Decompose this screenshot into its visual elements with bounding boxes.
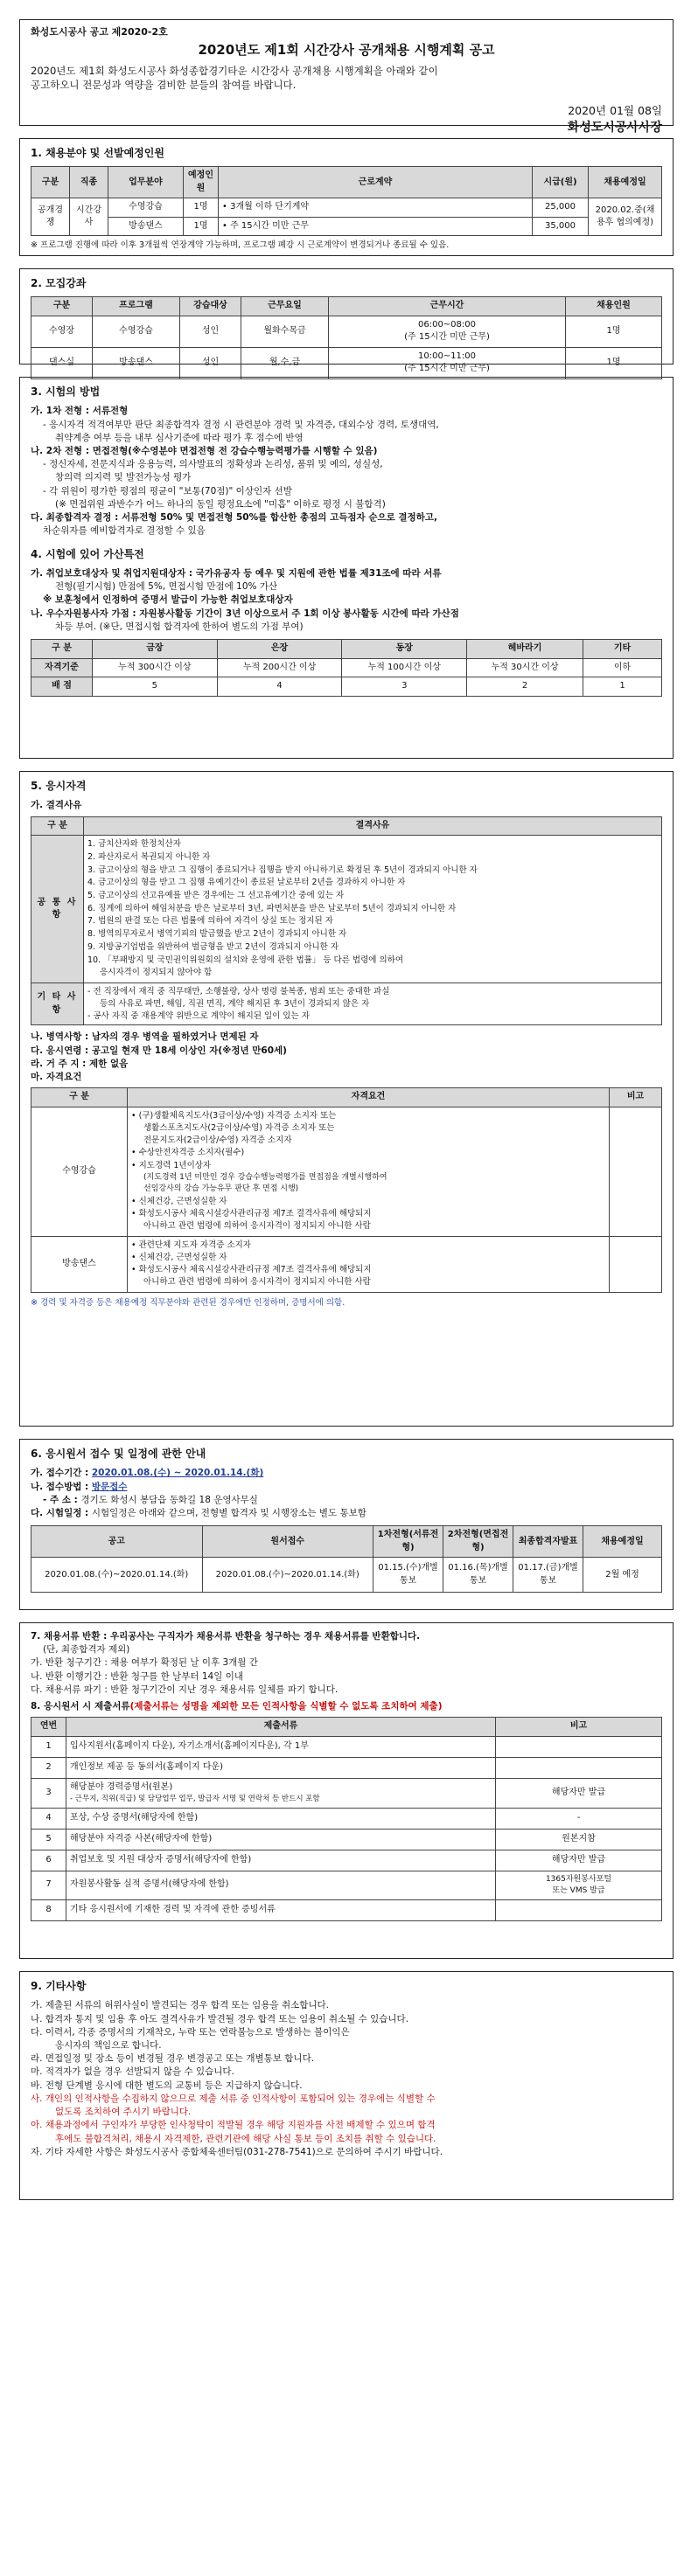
reason: 8. 병역의무자로서 병역기피의 발급했을 받고 2년이 경과되지 아니한 자 xyxy=(87,929,347,940)
exam-line: 차순위자를 예비합격자로 결정할 수 있음 xyxy=(43,525,206,537)
other-line: 아. 채용과정에서 구인자가 부당한 인사청탁이 적발될 경우 해당 지원자를 사전 배제할 수 있으며 합격 xyxy=(31,2120,436,2131)
th: 결격사유 xyxy=(84,816,662,836)
other-line: 마. 적격자가 없을 경우 선발되지 않을 수 있습니다. xyxy=(31,2066,234,2078)
note-cell xyxy=(610,1236,662,1292)
other-line: 자. 기타 자세한 사항은 화성도시공사 종합체육센터팀(031-278-7541)으로 문의하여 주시기 바랍니다. xyxy=(31,2146,443,2157)
req: • 화성도시공사 체육시설강사관리규정 제7조 결격사유에 해당되지 xyxy=(131,1209,372,1219)
th: 제출서류 xyxy=(66,1718,496,1737)
docs-title-note: (제출서류는 성명을 제외한 모든 인적사항을 식별할 수 없도록 조치하여 제출) xyxy=(129,1701,443,1712)
swim-reqs xyxy=(128,1107,610,1236)
th: 강습대상 xyxy=(180,297,241,316)
disqualification-table xyxy=(31,816,662,1026)
req: • 관련단체 지도자 자격증 소지자 xyxy=(131,1239,251,1250)
notice-org: 화성도시공사사장 xyxy=(567,121,662,135)
th: 근무시간 xyxy=(329,297,566,316)
section-courses xyxy=(19,268,674,374)
req: • 지도경력 1년이상자 xyxy=(131,1160,212,1170)
bonus-line: 가. 취업보호대상자 및 취업지원대상자 : 국가유공자 등 예우 및 지원에 관한 법률 제31조에 따라 서류 xyxy=(31,567,442,579)
cell-gubun: 공개경쟁 xyxy=(31,198,70,236)
other-line: 나. 합격자 통지 및 임용 후 아도 결격사유가 발견될 경우 합격 또는 임용이 취소될 수 있습니다. xyxy=(31,2013,409,2024)
bonus-line: 나. 우수자원봉사자 가점 : 자원봉사활동 기간이 3년 이상으로서 주 1회 이상 봉사활동 시간에 따라 가산점 xyxy=(31,608,459,619)
other-line: 응시자의 책임으로 합니다. xyxy=(55,2040,162,2052)
th: 공고 xyxy=(31,1526,203,1558)
app-line xyxy=(31,1481,662,1494)
cell-time xyxy=(329,347,566,378)
exam-line: - 정신자세, 전문지식과 응용능력, 의사발표의 정확성과 논리성, 품위 및 예의, 성실성, xyxy=(43,459,383,470)
reason: 2. 파산자로서 복권되지 아니한 자 xyxy=(87,851,211,862)
cell: 수영장 xyxy=(31,316,93,347)
cell xyxy=(496,1899,662,1920)
docs-title xyxy=(31,1700,662,1713)
etc-label: 기 타 사 항 xyxy=(31,983,84,1025)
section-title: 4. 시험에 있어 가산특전 xyxy=(31,547,144,560)
th: 원서접수 xyxy=(202,1526,373,1558)
reason: 7. 법원의 판결 또는 다른 법률에 의하여 자격이 상실 또는 정지된 자 xyxy=(87,916,333,927)
row-label: 배 점 xyxy=(31,677,93,697)
common-label: 공 통 사 항 xyxy=(31,836,84,983)
cell: 댄스실 xyxy=(31,347,93,378)
exam-line: 창의력 의지력 및 발전가능성 평가 xyxy=(55,472,192,483)
th: 근무요일 xyxy=(241,297,329,316)
section-documents xyxy=(19,1622,674,1959)
s5-note: ※ 경력 및 자격증 등은 채용예정 직무분야와 관련된 경우에만 인정하며, 증명서에 의함. xyxy=(31,1297,346,1308)
req: • 화성도시공사 체육시설강사관리규정 제7조 결격사유에 해당되지 xyxy=(131,1265,372,1275)
return-line: 가. 반환 청구기간 : 채용 여부가 확정된 날 이후 3개월 간 xyxy=(31,1657,258,1669)
cell: 해당분야 자격증 사본(해당자에 한함) xyxy=(66,1829,496,1850)
cell: 포상, 수상 증명서(해당자에 한함) xyxy=(66,1808,496,1829)
intro-line-2: 공고하오니 전문성과 역량을 겸비한 분들의 참여를 바랍니다. xyxy=(31,79,297,92)
elig-line: 다. 응시연령 : 공고일 현재 만 18세 이상인 자(※정년 만60세) xyxy=(31,1045,287,1056)
cell: 원본지참 xyxy=(496,1829,662,1850)
cell: 이하 xyxy=(583,658,662,677)
cell: 01.16.(목)개별통보 xyxy=(443,1558,513,1593)
cell: 4 xyxy=(31,1808,66,1829)
bonus-line: ※ 보훈청에서 인정하여 증명서 발급이 가능한 취업보호대상자 xyxy=(43,594,293,606)
elig-line: 나. 병역사항 : 남자의 경우 병역을 필하였거나 면제된 자 xyxy=(31,1031,259,1043)
cell: 누적 300시간 이상 xyxy=(93,658,218,677)
th-wage: 시급(원) xyxy=(533,167,589,198)
cell: - xyxy=(496,1808,662,1829)
elig-line: 마. 자격요건 xyxy=(31,1071,82,1082)
section-application xyxy=(19,1439,674,1610)
docs-title-text: 8. 응시원서 시 제출서류 xyxy=(31,1701,130,1712)
cell: 2020.01.08.(수)~2020.01.14.(화) xyxy=(31,1558,203,1593)
cell-jikjong: 시간강사 xyxy=(70,198,108,236)
cell: 3 xyxy=(31,1778,66,1808)
th: 2차전형(면접전형) xyxy=(443,1526,513,1558)
exam-line: 취약계층 여부 등을 내부 심사기준에 따라 평가 후 점수에 반영 xyxy=(55,432,304,443)
section-hiring-fields xyxy=(19,138,674,256)
return-line: 다. 채용서류 파기 : 반환 청구기간이 지난 경우 채용서류 일체를 파기 합니다. xyxy=(31,1684,339,1695)
time: 06:00~08:00 xyxy=(417,319,476,330)
label: 가. 접수기간 : xyxy=(31,1468,92,1479)
time-note: (주 15시간 미만 근무) xyxy=(404,332,490,343)
notice-date: 2020년 01월 08일 xyxy=(568,104,662,118)
other-line: 다. 이력서, 각종 증명서의 기재착오, 누락 또는 연락불능으로 발생하는 불이익은 xyxy=(31,2026,350,2038)
courses-table xyxy=(31,296,662,379)
bonus-line: 차등 부여. (※단, 면접시험 합격자에 한하여 별도의 가점 부여) xyxy=(55,621,304,632)
exam-line: - 각 위원이 평가한 평점의 평균이 "보통(70점)" 이상인자 선발 xyxy=(43,485,292,496)
cell-contract: • 3개월 이하 단기계약 xyxy=(219,198,533,218)
app-line xyxy=(31,1507,662,1520)
cell xyxy=(496,1736,662,1757)
cell: 4 xyxy=(217,677,342,697)
req: • 신체건강, 근면성실한 자 xyxy=(131,1252,227,1262)
reason: 9. 지방공기업법을 위반하여 벌금형을 받고 2년이 경과되지 아니한 자 xyxy=(87,941,339,952)
reason: 4. 금고이상의 형을 받고 그 집행 유예기간이 종료된 날로부터 2년을 경과하지 아니한 자 xyxy=(87,878,406,888)
cell-wage: 25,000 xyxy=(533,198,589,218)
doc: 해당분야 경력증명서(원본) xyxy=(70,1781,173,1792)
cell: 6 xyxy=(31,1850,66,1871)
th: 동장 xyxy=(342,640,467,659)
th: 헤바라기 xyxy=(467,640,583,659)
cell-wage: 35,000 xyxy=(533,217,589,236)
cell-field: 방송댄스 xyxy=(108,217,184,236)
req: 아니하고 관련 법령에 의하여 응시자격이 정지되지 아니한 사람 xyxy=(143,1221,371,1232)
other-line: 사. 개인의 인적사항을 수집하지 않으므로 제출 서류 중 인적사항이 포함되어 있는 경우에는 식별할 수 xyxy=(31,2093,436,2104)
req: • 신체건강, 근면성실한 자 xyxy=(131,1196,227,1206)
value: 방문접수 xyxy=(91,1481,128,1492)
req: • (구)생활체육지도사(3급이상/수영) 자격증 소지자 또는 xyxy=(131,1110,337,1121)
value: 경기도 화성시 봉담읍 동화길 18 운영사무실 xyxy=(80,1494,258,1505)
exam-text: - 응시자격 적격여부만 판단 최종합격자 결정 시 관련분야 경력 및 자격증, 대외수상 경력, 토생대역, xyxy=(43,419,439,430)
cell: 취업보호 및 지원 대상자 증명서(해당자에 한함) xyxy=(66,1850,496,1871)
cell xyxy=(496,1871,662,1899)
th-contract: 근로계약 xyxy=(219,167,533,198)
th: 구분 xyxy=(31,297,93,316)
cell: 해당자만 발급 xyxy=(496,1850,662,1871)
cell: 1명 xyxy=(566,316,662,347)
section-title: 6. 응시원서 접수 및 일정에 관한 안내 xyxy=(31,1448,206,1460)
th: 은장 xyxy=(217,640,342,659)
th: 구 분 xyxy=(31,640,93,659)
section-title: 3. 시험의 방법 xyxy=(31,385,101,398)
reason: 10. 「부패방지 및 국민권익위원회의 설치와 운영에 관한 법률」 등 다른 법령에 의하여 xyxy=(87,955,403,965)
documents-table xyxy=(31,1717,662,1920)
cell: 2 xyxy=(31,1757,66,1778)
cell: 방송댄스 xyxy=(93,347,180,378)
other-line: 바. 전형 단계별 응시에 대한 별도의 교통비 등은 지급하지 않습니다. xyxy=(31,2080,303,2091)
cell: 입사지원서(홈페이지 다운), 자기소개서(홈페이지다운), 각 1부 xyxy=(66,1736,496,1757)
s1-note: ※ 프로그램 진행에 따라 이후 3개월씩 연장계약 가능하며, 프로그램 폐강 시 근로계약이 변경되거나 종료될 수 있음. xyxy=(31,240,450,251)
th-jikjong: 직종 xyxy=(70,167,108,198)
th-gubun: 구분 xyxy=(31,167,70,198)
bonus-line: 전형(필기시험) 만점에 5%, 면접시험 만점에 10% 가산 xyxy=(55,581,278,593)
value: 시험일정은 아래와 같으며, 전형별 합격자 및 시행장소는 별도 통보함 xyxy=(91,1508,366,1519)
th: 연번 xyxy=(31,1718,66,1737)
cell: 자원봉사활동 실적 증명서(해당자에 한함) xyxy=(66,1871,496,1899)
cell: 월화수목금 xyxy=(241,316,329,347)
cell: 01.17.(금)개별통보 xyxy=(513,1558,583,1593)
reason: 6. 징계에 의하여 해임처분을 받은 날로부터 3년, 파면처분을 받은 날로부터 5년이 경과되지 아니한 자 xyxy=(87,903,457,913)
reason: 등의 사유로 파면, 해임, 직권 면직, 계약 해지된 후 3년이 경과되지 않은 자 xyxy=(100,998,370,1009)
cell: 3 xyxy=(342,677,467,697)
cell: 누적 100시간 이상 xyxy=(342,658,467,677)
other-line: 없도록 조치하여 주시기 바랍니다. xyxy=(55,2107,192,2118)
schedule-table xyxy=(31,1525,662,1593)
return-line: (단, 최종합격자 제외) xyxy=(43,1644,130,1656)
exam-line xyxy=(31,405,662,418)
cell-field: 수영강습 xyxy=(108,198,184,218)
cell: 2020.01.08.(수)~2020.01.14.(화) xyxy=(202,1558,373,1593)
doc-note: 또는 VMS 발급 xyxy=(552,1885,605,1895)
cell-count: 1명 xyxy=(184,198,219,218)
cell: 성인 xyxy=(180,316,241,347)
reason: - 전 직장에서 재직 중 직무태만, 소행불량, 상사 명령 불복종, 범죄 또는 중대한 과실 xyxy=(87,987,390,997)
return-line: 7. 채용서류 반환 : 우리공사는 구직자가 채용서류 반환을 청구하는 경우 채용서류를 반환합니다. xyxy=(31,1631,421,1642)
qualification-table xyxy=(31,1087,662,1293)
req: • 수상안전자격증 소지자(필수) xyxy=(131,1148,245,1158)
cell-count: 1명 xyxy=(184,217,219,236)
cell: 성인 xyxy=(180,347,241,378)
section-eligibility xyxy=(19,771,674,1427)
reason: 응시자격이 정지되지 않아야 함 xyxy=(100,968,213,978)
req: 전문지도자(2급이상/수영) 자격증 소지자 xyxy=(143,1135,292,1146)
note-cell xyxy=(610,1107,662,1236)
section-title: 5. 응시자격 xyxy=(31,780,87,792)
th: 기타 xyxy=(583,640,662,659)
exam-line: 나. 2차 전형 : 면접전형(※수영분야 면접전형 전 강습수행능력평가를 시행할 수 있음) xyxy=(31,446,378,457)
cell-date: 2020.02.중(채용후 협의예정) xyxy=(589,198,662,236)
cell: 1 xyxy=(583,677,662,697)
eligibility-lines xyxy=(31,1031,662,1084)
th: 자격요건 xyxy=(128,1088,610,1107)
label: 다. 시험일정 : xyxy=(31,1508,92,1519)
req: 아니하고 관련 법령에 의하여 응시자격이 정지되지 아니한 사람 xyxy=(143,1277,371,1288)
th: 최종합격자발표 xyxy=(513,1526,583,1558)
exam-line xyxy=(31,419,662,432)
th: 채용인원 xyxy=(566,297,662,316)
dance-reqs xyxy=(128,1236,610,1292)
app-line xyxy=(31,1494,662,1507)
cell: 1 xyxy=(31,1736,66,1757)
cell: 2 xyxy=(467,677,583,697)
dance-label: 방송댄스 xyxy=(31,1236,128,1292)
value: 2020.01.08.(수) ~ 2020.01.14.(화) xyxy=(91,1468,264,1479)
section-title: 1. 채용분야 및 선발예정인원 xyxy=(31,147,164,159)
doc-note: - 근무지, 직위(직급) 및 담당업무 업무, 발급자 서명 및 연락처 등 반드시 포함 xyxy=(70,1795,320,1804)
cell: 5 xyxy=(93,677,218,697)
cell: 기타 응시원서에 기재한 경력 및 자격에 관한 증빙서류 xyxy=(66,1899,496,1920)
common-list xyxy=(84,836,662,983)
section-title: 9. 기타사항 xyxy=(31,1980,87,1992)
sub-title: 가. 결격사유 xyxy=(31,800,82,811)
cell xyxy=(66,1778,496,1808)
other-line: 가. 제출된 서류의 허위사실이 발견되는 경우 합격 또는 임용을 취소합니다. xyxy=(31,2000,330,2011)
cell: 5 xyxy=(31,1829,66,1850)
cell: 2월 예정 xyxy=(583,1558,662,1593)
other-line: 라. 면접일정 및 장소 등이 변경될 경우 변경공고 또는 개별통보 합니다. xyxy=(31,2053,315,2065)
hiring-table xyxy=(31,166,662,236)
th: 채용예정일 xyxy=(583,1526,662,1558)
reason: 1. 금치산자와 한정치산자 xyxy=(87,839,181,850)
th-date: 채용예정일 xyxy=(589,167,662,198)
other-line: 후에도 불합격처리, 채용시 자격제한, 관련기관에 해당 사실 통보 등이 조치를 취할 수 있습니다. xyxy=(55,2133,436,2144)
th: 1차전형(서류전형) xyxy=(373,1526,443,1558)
exam-line: (※ 면접위원 과반수가 어느 하나의 동일 평정요소에 "미흡" 이하로 평정 시 불합격) xyxy=(55,498,386,510)
cell-contract: • 주 15시간 미만 근무 xyxy=(219,217,533,236)
swim-label: 수영강습 xyxy=(31,1107,128,1236)
cell: 1명 xyxy=(566,347,662,378)
cell: 수영강습 xyxy=(93,316,180,347)
return-line: 나. 반환 이행기간 : 반환 청구를 한 날부터 14일 이내 xyxy=(31,1670,243,1682)
cell: 개인정보 제공 등 동의서(홈페이지 다운) xyxy=(66,1757,496,1778)
elig-line: 라. 거 주 지 : 제한 없음 xyxy=(31,1058,129,1069)
reason: 5. 금고이상의 선고유예를 받은 경우에는 그 선고유예기간 중에 있는 자 xyxy=(87,890,345,900)
cell: 7 xyxy=(31,1871,66,1899)
app-line xyxy=(31,1467,662,1480)
page-title: 2020년도 제1회 시간강사 공개채용 시행계획 공고 xyxy=(198,41,495,58)
th-field: 업무분야 xyxy=(108,167,184,198)
section-title: 2. 모집강좌 xyxy=(31,277,87,289)
exam-step: 가. 1차 전형 : 서류전형 xyxy=(31,406,129,417)
th: 비고 xyxy=(610,1088,662,1107)
label: - 주 소 : xyxy=(43,1494,81,1505)
cell: 누적 200시간 이상 xyxy=(217,658,342,677)
time-note: (주 15시간 미만 근무) xyxy=(404,364,490,374)
th: 프로그램 xyxy=(93,297,180,316)
row-label: 자격기준 xyxy=(31,658,93,677)
th: 구 분 xyxy=(31,816,84,836)
doc-note: 1365자원봉사포털 xyxy=(545,1874,612,1884)
cell: 누적 30시간 이상 xyxy=(467,658,583,677)
cell: 해당자만 발급 xyxy=(496,1778,662,1808)
volunteer-table xyxy=(31,639,662,697)
label: 나. 접수방법 : xyxy=(31,1481,92,1492)
notice-number: 화성도시공사 공고 제2020-2호 xyxy=(31,26,168,38)
cell xyxy=(496,1757,662,1778)
reason: - 공사 자직 중 재용계약 위반으로 계약이 해지된 일이 있는 자 xyxy=(87,1010,310,1021)
req: 생활스포츠지도사(2급이상/수영) 자격증 소지자 또는 xyxy=(143,1122,335,1133)
cell-time xyxy=(329,316,566,347)
section-other xyxy=(19,1971,674,2200)
section-exam xyxy=(19,377,674,759)
cell: 월,수,금 xyxy=(241,347,329,378)
th: 금장 xyxy=(93,640,218,659)
intro-line-1: 2020년도 제1회 화성도시공사 화성종합경기타운 시간강사 공개채용 시행계획을 아래와 같이 xyxy=(31,64,438,77)
etc-list xyxy=(84,983,662,1025)
cell: 01.15.(수)개별통보 xyxy=(373,1558,443,1593)
th: 비고 xyxy=(496,1718,662,1737)
cell: 8 xyxy=(31,1899,66,1920)
exam-line: 다. 최종합격자 결정 : 서류전형 50% 및 면접전형 50%를 합산한 총점의 고득점자 순으로 결정하고, xyxy=(31,512,437,524)
reason: 3. 금고이상의 형을 받고 그 집행이 종료되거나 집행을 받지 아니하기로 확정된 후 5년이 경과되지 아니한 자 xyxy=(87,864,478,875)
time: 10:00~11:00 xyxy=(417,351,476,361)
req: 선임강사의 강습 가능유무 판단 후 면접 시행) xyxy=(143,1184,299,1194)
th: 구 분 xyxy=(31,1088,128,1107)
header-box xyxy=(19,19,674,135)
th-count: 예정인원 xyxy=(184,167,219,198)
req: (지도경력 1년 미만인 경우 강습수행능력평가를 면접점을 개별시행하여 xyxy=(143,1172,387,1182)
